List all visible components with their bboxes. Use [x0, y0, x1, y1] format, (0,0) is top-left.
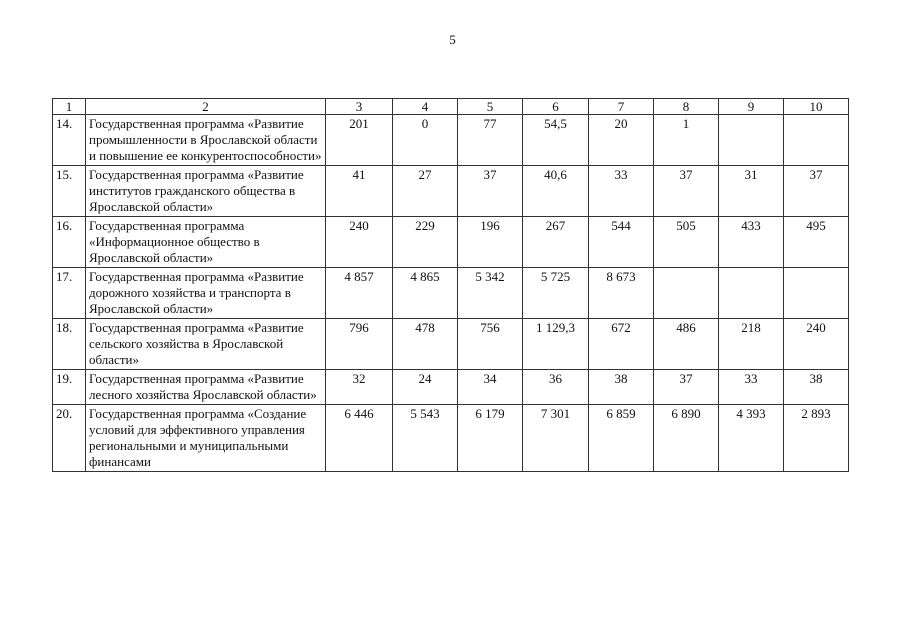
- row-number: 15.: [53, 166, 86, 217]
- value-cell: 40,6: [523, 166, 589, 217]
- column-header: 2: [86, 99, 326, 115]
- value-cell: 27: [393, 166, 458, 217]
- value-cell: 756: [458, 319, 523, 370]
- program-name: Государственная программа «Развитие дорожного хозяйства и транспорта в Ярославской области»: [86, 268, 326, 319]
- value-cell: 267: [523, 217, 589, 268]
- page-number: 5: [449, 32, 456, 47]
- column-header: 8: [654, 99, 719, 115]
- value-cell: 77: [458, 115, 523, 166]
- value-cell: 5 725: [523, 268, 589, 319]
- column-header: 3: [326, 99, 393, 115]
- row-number: 18.: [53, 319, 86, 370]
- column-header: 1: [53, 99, 86, 115]
- value-cell: 6 859: [589, 405, 654, 472]
- value-cell: 201: [326, 115, 393, 166]
- value-cell: 24: [393, 370, 458, 405]
- row-number: 14.: [53, 115, 86, 166]
- program-name: Государственная программа «Развитие сельского хозяйства в Ярославской области»: [86, 319, 326, 370]
- value-cell: 38: [589, 370, 654, 405]
- column-header: 4: [393, 99, 458, 115]
- value-cell: 37: [784, 166, 849, 217]
- value-cell: 7 301: [523, 405, 589, 472]
- value-cell: 4 857: [326, 268, 393, 319]
- table-header-row: [53, 99, 849, 115]
- program-name: Государственная программа «Развитие лесного хозяйства Ярославской области»: [86, 370, 326, 405]
- value-cell: 32: [326, 370, 393, 405]
- value-cell: 1: [654, 115, 719, 166]
- value-cell: 36: [523, 370, 589, 405]
- table-row: [53, 268, 849, 319]
- value-cell: [719, 268, 784, 319]
- program-name: Государственная программа «Создание условий для эффективного управления региональными и муниципальными финансами: [86, 405, 326, 472]
- value-cell: 196: [458, 217, 523, 268]
- value-cell: [654, 268, 719, 319]
- value-cell: 33: [589, 166, 654, 217]
- row-number: 17.: [53, 268, 86, 319]
- table-row: [53, 319, 849, 370]
- value-cell: 54,5: [523, 115, 589, 166]
- value-cell: 2 893: [784, 405, 849, 472]
- value-cell: [784, 268, 849, 319]
- value-cell: 6 179: [458, 405, 523, 472]
- value-cell: 495: [784, 217, 849, 268]
- value-cell: 433: [719, 217, 784, 268]
- value-cell: 218: [719, 319, 784, 370]
- table-row: [53, 166, 849, 217]
- value-cell: 1 129,3: [523, 319, 589, 370]
- program-name: Государственная программа «Развитие промышленности в Ярославской области и повышение ее конкурентоспособности»: [86, 115, 326, 166]
- row-number: 16.: [53, 217, 86, 268]
- value-cell: 38: [784, 370, 849, 405]
- value-cell: 796: [326, 319, 393, 370]
- value-cell: 37: [654, 166, 719, 217]
- value-cell: 6 890: [654, 405, 719, 472]
- value-cell: 6 446: [326, 405, 393, 472]
- row-number: 20.: [53, 405, 86, 472]
- program-name: Государственная программа «Информационное общество в Ярославской области»: [86, 217, 326, 268]
- value-cell: 4 393: [719, 405, 784, 472]
- value-cell: [784, 115, 849, 166]
- value-cell: 486: [654, 319, 719, 370]
- value-cell: 240: [326, 217, 393, 268]
- value-cell: 31: [719, 166, 784, 217]
- value-cell: 478: [393, 319, 458, 370]
- value-cell: 544: [589, 217, 654, 268]
- value-cell: 5 543: [393, 405, 458, 472]
- value-cell: 5 342: [458, 268, 523, 319]
- program-name: Государственная программа «Развитие институтов гражданского общества в Ярославской области»: [86, 166, 326, 217]
- data-table: [52, 98, 849, 472]
- table-row: [53, 405, 849, 472]
- row-number: 19.: [53, 370, 86, 405]
- value-cell: 34: [458, 370, 523, 405]
- table-row: [53, 115, 849, 166]
- column-header: 10: [784, 99, 849, 115]
- value-cell: 41: [326, 166, 393, 217]
- value-cell: 229: [393, 217, 458, 268]
- value-cell: 672: [589, 319, 654, 370]
- value-cell: [719, 115, 784, 166]
- value-cell: 20: [589, 115, 654, 166]
- value-cell: 37: [654, 370, 719, 405]
- value-cell: 8 673: [589, 268, 654, 319]
- table-row: [53, 370, 849, 405]
- table-row: [53, 217, 849, 268]
- value-cell: 33: [719, 370, 784, 405]
- value-cell: 505: [654, 217, 719, 268]
- value-cell: 240: [784, 319, 849, 370]
- value-cell: 37: [458, 166, 523, 217]
- value-cell: 4 865: [393, 268, 458, 319]
- value-cell: 0: [393, 115, 458, 166]
- column-header: 9: [719, 99, 784, 115]
- column-header: 5: [458, 99, 523, 115]
- column-header: 6: [523, 99, 589, 115]
- column-header: 7: [589, 99, 654, 115]
